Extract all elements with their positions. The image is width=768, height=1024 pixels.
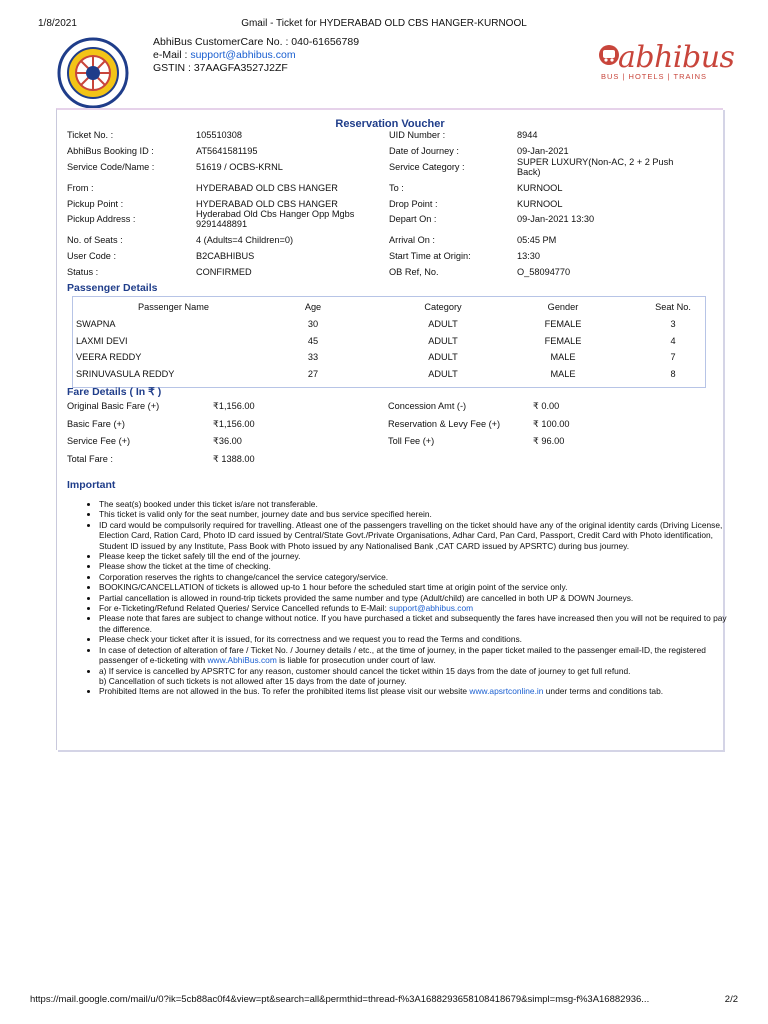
voucher-left-label: Ticket No. :	[67, 130, 114, 140]
voucher-left-label: Pickup Point :	[67, 199, 124, 209]
voucher-right-value: 09-Jan-2021	[517, 146, 569, 156]
important-item	[99, 613, 731, 634]
passenger-table-header: Category	[424, 302, 462, 312]
gstin: GSTIN : 37AAGFA3527J2ZF	[153, 62, 288, 74]
voucher-left-value: 51619 / OCBS-KRNL	[196, 162, 283, 172]
passenger-table	[72, 296, 706, 388]
passenger-cell: 8	[670, 368, 676, 379]
apsrtc-seal-icon	[57, 37, 129, 109]
voucher-left-label: Status :	[67, 267, 99, 277]
important-item-text: Prohibited Items are not allowed in the bus. To refer the prohibited items list please visit our website	[99, 686, 470, 697]
print-title: Gmail - Ticket for HYDERABAD OLD CBS HANGER-KURNOOL	[241, 18, 527, 29]
passenger-cell: 4	[670, 335, 676, 346]
important-item-link[interactable]: support@abhibus.com	[389, 603, 474, 614]
important-item-text: Please show the ticket at the time of checking.	[99, 561, 271, 572]
voucher-left-label: Service Code/Name :	[67, 162, 155, 172]
important-item-link[interactable]: www.AbhiBus.com	[207, 655, 277, 666]
important-item	[99, 603, 731, 613]
voucher-left-label: User Code :	[67, 251, 117, 261]
important-item-text: BOOKING/CANCELLATION of tickets is allowed up-to 1 hour before the scheduled start time at origin point of the service only.	[99, 582, 568, 593]
passenger-cell: 45	[307, 335, 319, 346]
voucher-right-value: 09-Jan-2021 13:30	[517, 214, 595, 224]
voucher-right-label: Start Time at Origin:	[389, 251, 471, 261]
contact-block	[153, 36, 359, 75]
fare-right-value: ₹ 96.00	[533, 436, 565, 446]
passenger-cell: MALE	[550, 368, 576, 379]
fare-left-label: Basic Fare (+)	[67, 419, 125, 429]
fare-right-label: Toll Fee (+)	[388, 436, 435, 446]
voucher-left-value: HYDERABAD OLD CBS HANGER	[196, 183, 338, 193]
voucher-left-value: CONFIRMED	[196, 267, 252, 277]
voucher-right-value: 13:30	[517, 251, 540, 261]
important-item-text: The seat(s) booked under this ticket is/are not transferable.	[99, 499, 318, 509]
passenger-cell: ADULT	[428, 368, 458, 379]
fare-right-label: Reservation & Levy Fee (+)	[388, 419, 501, 429]
voucher-right-value: SUPER LUXURY(Non-AC, 2 + 2 Push Back)	[517, 157, 674, 177]
important-item	[99, 645, 731, 666]
logo-word: abhibus	[618, 40, 735, 75]
fare-right-value: ₹ 0.00	[533, 401, 560, 411]
important-item-text: a) If service is cancelled by APSRTC for any reason, customer should cancel the ticket within 15 days from the date of journey to get full refund.	[99, 665, 631, 676]
fare-left-value: ₹36.00	[213, 436, 242, 446]
important-item	[99, 582, 731, 592]
passenger-table-header: Seat No.	[655, 302, 691, 312]
important-list	[83, 499, 731, 697]
fare-left-value: ₹ 1388.00	[213, 454, 255, 464]
passenger-cell: ADULT	[428, 319, 458, 329]
important-item-text-after: under terms and conditions tab.	[543, 686, 664, 697]
voucher-title: Reservation Voucher	[335, 118, 445, 130]
passenger-cell: FEMALE	[544, 335, 582, 346]
passenger-details-title: Passenger Details	[67, 282, 158, 294]
voucher-left-label: AbhiBus Booking ID :	[67, 146, 154, 156]
passenger-cell: ADULT	[428, 335, 458, 346]
fare-left-value: ₹1,156.00	[213, 419, 255, 429]
fare-left-label: Total Fare :	[67, 454, 113, 464]
voucher-right-label: Service Category :	[389, 162, 465, 172]
voucher-right-label: OB Ref, No.	[389, 267, 439, 277]
email-label: e-Mail :	[153, 49, 191, 61]
important-item	[99, 686, 731, 696]
important-item-text: Please check your ticket after it is issued, for its correctness and we request you to read the Terms and conditions.	[99, 634, 522, 645]
fare-left-value: ₹1,156.00	[213, 401, 255, 411]
voucher-right-value: KURNOOL	[517, 183, 563, 193]
important-item-text: For e-Ticketing/Refund Related Queries/ Service Cancelled refunds to E-Mail:	[99, 603, 390, 614]
important-item-text: In case of detection of alteration of fare / Ticket No. / Journey details / etc., at the time of journey, in the paper ticket mailed to the passenger email-ID, the registered passenger of e-ticketing with	[99, 644, 706, 666]
fare-details-title: Fare Details ( In ₹ )	[67, 386, 162, 398]
important-item	[99, 499, 731, 509]
voucher-right-label: To :	[389, 183, 404, 193]
important-item	[99, 561, 731, 571]
voucher-left-value: 4 (Adults=4 Children=0)	[196, 235, 294, 245]
important-item	[99, 666, 731, 687]
voucher-left-value: 105510308	[196, 130, 242, 140]
voucher-right-value: KURNOOL	[517, 199, 563, 209]
passenger-cell: SWAPNA	[76, 319, 116, 329]
abhibus-logo	[598, 38, 735, 88]
important-item-text: Please note that fares are subject to change without notice. If you have purchased a ticket and subsequently the fares have increased then you will not be required to pay the difference.	[99, 613, 727, 634]
voucher-right-label: Arrival On :	[389, 235, 435, 245]
voucher-left-label: Pickup Address :	[67, 214, 136, 224]
voucher-left-label: No. of Seats :	[67, 235, 123, 245]
bus-logo-icon	[598, 44, 620, 66]
important-item-text-after: is liable for prosecution under court of law.	[276, 655, 436, 666]
important-item-text: This ticket is valid only for the seat number, journey date and bus service specified herein.	[99, 509, 432, 520]
fare-left-label: Original Basic Fare (+)	[67, 401, 160, 411]
important-item	[99, 593, 731, 603]
important-title: Important	[67, 479, 116, 491]
important-item	[99, 520, 731, 551]
print-url: https://mail.google.com/mail/u/0?ik=5cb88ac0f4&view=pt&search=all&permthid=thread-f%3A1688293658108418679&simpl=msg-f%3A16882936...	[30, 994, 650, 1005]
print-page-number: 2/2	[724, 994, 738, 1005]
voucher-left-value: HYDERABAD OLD CBS HANGER	[196, 199, 338, 209]
important-item-text: Partial cancellation is allowed in round-trip tickets provided the same number and type (Adult/child) are cancelled in both UP & DOWN Journeys.	[99, 592, 634, 603]
voucher-right-label: Depart On :	[389, 214, 437, 224]
passenger-cell: VEERA REDDY	[76, 352, 142, 362]
passenger-table-header: Age	[304, 302, 322, 312]
reservation-voucher	[56, 108, 727, 750]
voucher-left-value: B2CABHIBUS	[196, 251, 255, 261]
passenger-cell: LAXMI DEVI	[76, 335, 128, 346]
voucher-right-label: UID Number :	[389, 130, 446, 140]
voucher-left-label: From :	[67, 183, 94, 193]
support-email-link[interactable]: support@abhibus.com	[190, 49, 296, 61]
passenger-cell: FEMALE	[544, 319, 582, 329]
passenger-cell: 3	[670, 319, 676, 329]
print-date: 1/8/2021	[38, 18, 77, 29]
voucher-right-label: Drop Point :	[389, 199, 438, 209]
email-line	[153, 49, 359, 62]
important-item-text: Please keep the ticket safely till the end of the journey.	[99, 551, 301, 562]
passenger-cell: ADULT	[428, 352, 458, 362]
voucher-left-value: AT5641581195	[196, 146, 258, 156]
voucher-right-label: Date of Journey :	[389, 146, 459, 156]
passenger-table-header: Gender	[547, 302, 579, 312]
passenger-table-header: Passenger Name	[138, 302, 209, 312]
passenger-cell: 7	[670, 352, 676, 362]
customer-care-number: AbhiBus CustomerCare No. : 040-61656789	[153, 36, 360, 48]
passenger-cell: MALE	[550, 352, 576, 362]
voucher-left-value: Hyderabad Old Cbs Hanger Opp Mgbs 9291448891	[196, 209, 355, 229]
voucher-right-value: 8944	[517, 130, 538, 140]
fare-right-value: ₹ 100.00	[533, 419, 570, 429]
important-item-text: ID card would be compulsorily required for travelling. Atleast one of the passengers travelling on the ticket should have any of the original identity cards (Driving License, Election Card, Ration Card, Photo ID card issued by Central/State Govt./Private Organisations, Adhar Card, Pan Card, Passport, Credit Card with Photo identification, Student ID issued by any Institute, Pass Book with Photo issued by any Nationalised Bank ,CAT CARD issued by APSRTC) during bus journey.	[99, 519, 723, 551]
passenger-cell: 27	[307, 368, 319, 379]
passenger-cell: 33	[307, 352, 319, 362]
voucher-right-value: O_58094770	[517, 267, 571, 277]
important-item	[99, 551, 731, 561]
important-item	[99, 572, 731, 582]
passenger-cell: SRINUVASULA REDDY	[76, 368, 175, 379]
voucher-right-value: 05:45 PM	[517, 235, 557, 245]
important-item-text: Corporation reserves the rights to change/cancel the service category/service.	[99, 571, 389, 582]
fare-left-label: Service Fee (+)	[67, 436, 131, 446]
important-item-link[interactable]: www.apsrtconline.in	[469, 686, 544, 697]
important-item-text-2: b) Cancellation of such tickets is not allowed after 15 days from the date of journey.	[99, 675, 407, 686]
logo-tagline: BUS | HOTELS | TRAINS	[601, 72, 708, 81]
important-item	[99, 634, 731, 644]
fare-right-label: Concession Amt (-)	[388, 401, 467, 411]
passenger-cell: 30	[307, 319, 319, 329]
important-item	[99, 509, 731, 519]
